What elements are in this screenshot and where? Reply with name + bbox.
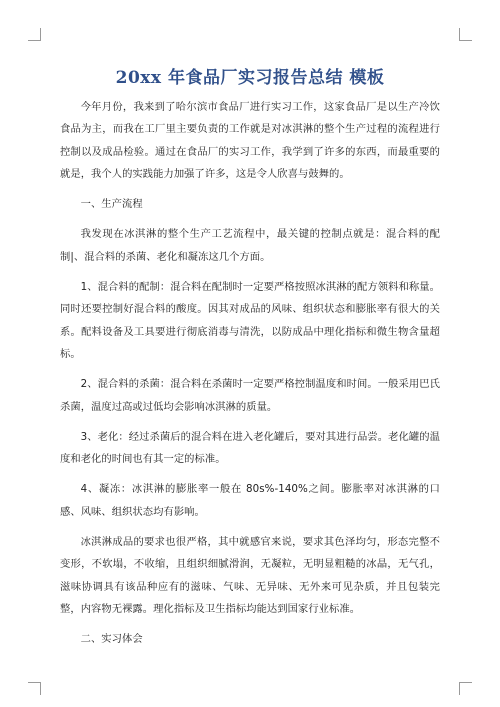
intro-paragraph: 今年月份，我来到了哈尔滨市食品厂进行实习工作，这家食品厂是以生产冷饮食品为主，而我在工厂里主要负责的工作就是对冰淇淋的整个生产过程的流程进行控制以及成品检验。通过在食品厂的实习工作，我学到了许多的东西，而最重要的就是，我个人的实践能力加强了许多，这是令人欣喜与鼓舞的。 bbox=[60, 101, 440, 180]
process-overview-paragraph: 我发现在冰淇淋的整个生产工艺流程中，最关键的控制点就是：混合料的配制|、混合料的杀菌、老化和凝冻这几个方面。 bbox=[60, 228, 440, 263]
crop-mark-bottom-left bbox=[28, 682, 41, 695]
mix-sterilization-paragraph: 2、混合料的杀菌：混合料在杀菌时一定要严格控制温度和时间。一般采用巴氏杀菌，温度过高或过低均会影响冰淇淋的质量。 bbox=[60, 378, 440, 413]
aging-paragraph: 3、老化：经过杀菌后的混合料在进入老化罐后，要对其进行品尝。老化罐的温度和老化的时间也有其一定的标准。 bbox=[60, 430, 440, 466]
document-body bbox=[60, 96, 440, 651]
document-title: 20xx 年食品厂实习报告总结 模板 bbox=[115, 68, 385, 88]
mix-preparation-paragraph: 1、混合料的配制：混合料在配制时一定要严格按照冰淇淋的配方领料和称量。同时还要控制好混合料的酸度。因其对成品的风味、组织状态和膨胀率有很大的关系。配料设备及工具要进行彻底消毒与清洗，以防成品中理化指标和微生物含量超标。 bbox=[60, 281, 440, 360]
crop-mark-top-right bbox=[459, 28, 472, 41]
crop-mark-bottom-right bbox=[459, 682, 472, 695]
crop-mark-top-left bbox=[28, 28, 41, 41]
section-heading-internship-experience: 二、实习体会 bbox=[80, 633, 143, 646]
section-heading-production-process: 一、生产流程 bbox=[80, 198, 143, 211]
product-requirements-paragraph: 冰淇淋成品的要求也很严格，其中就感官来说，要求其色泽均匀，形态完整不变形，不软塌，不收缩，且组织细腻滑润，无凝粒，无明显粗糙的冰晶，无气孔，滋味协调具有该品种应有的滋味、气味、无异味、无外来可见杂质，并且包装完整，内容物无裸露。理化指标及卫生指标均能达到国家行业标准。 bbox=[60, 536, 440, 615]
freezing-paragraph: 4、凝冻：冰淇淋的膨胀率一般在 80s%-140%之间。膨胀率对冰淇淋的口感、风味、组织状态均有影响。 bbox=[60, 483, 440, 518]
